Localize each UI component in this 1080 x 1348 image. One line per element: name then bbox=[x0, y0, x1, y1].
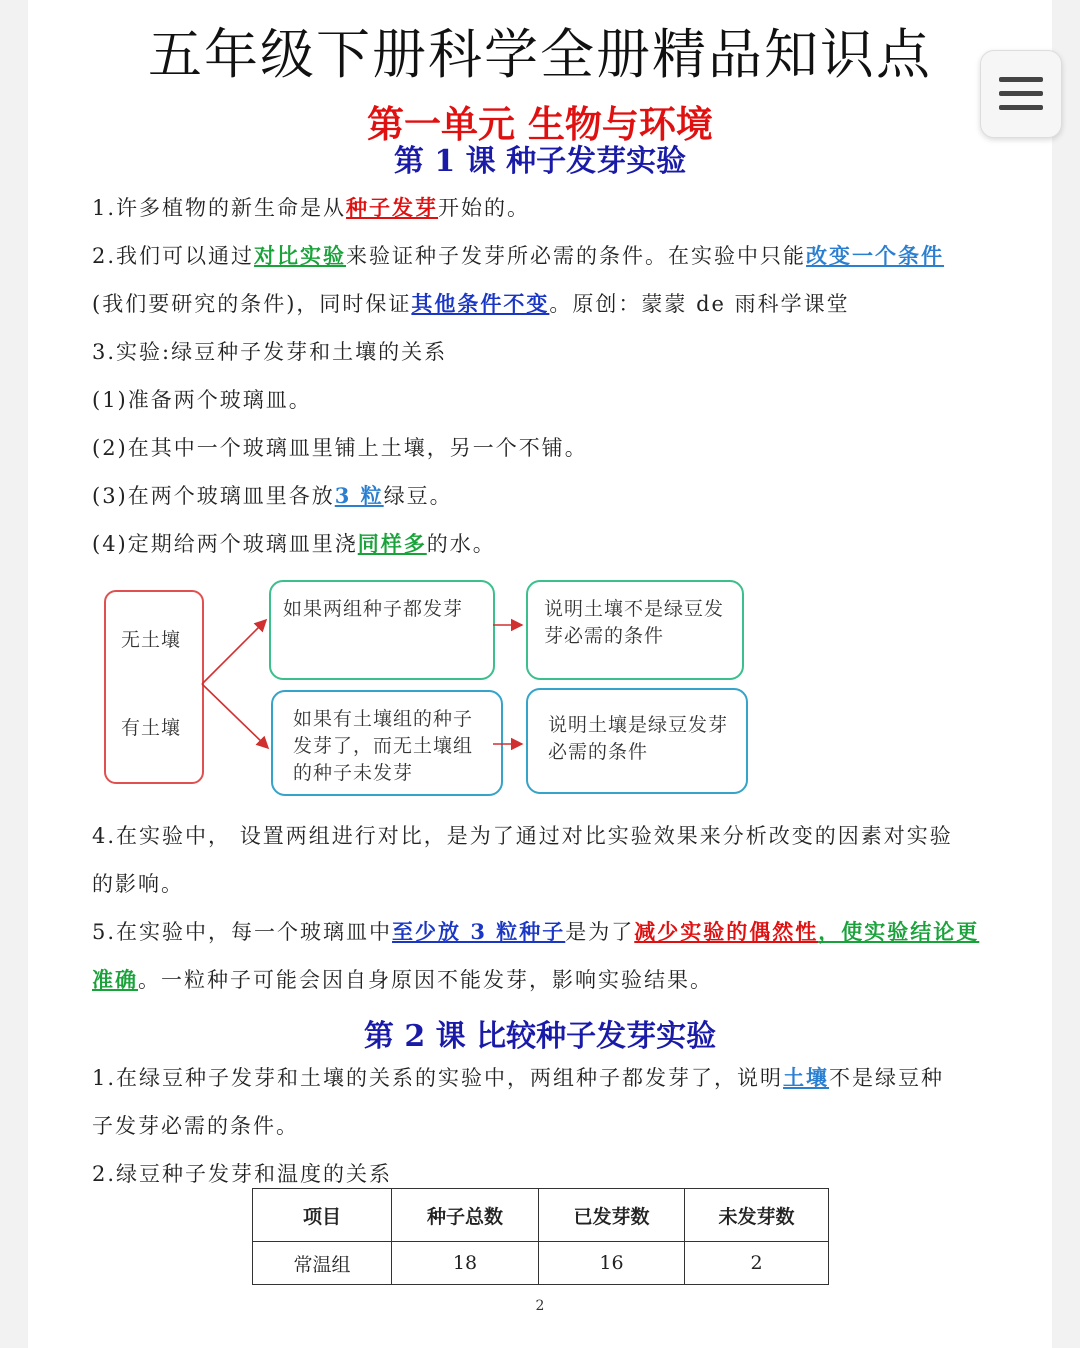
paragraph-2-cont: (我们要研究的条件)，同时保证其他条件不变。原创：蒙蒙 de 雨科学课堂 bbox=[92, 291, 850, 316]
result-box-2: 说明土壤是绿豆发芽必需的条件 bbox=[526, 688, 748, 794]
paragraph-5: 5.在实验中，每一个玻璃皿中至少放 3 粒种子是为了减少实验的偶然性，使实验结论更 bbox=[92, 919, 980, 944]
no-soil-label: 无土壤 bbox=[121, 629, 182, 651]
step-2: (2)在其中一个玻璃皿里铺上土壤，另一个不铺。 bbox=[92, 436, 588, 460]
step-4: (4)定期给两个玻璃皿里浇同样多的水。 bbox=[92, 531, 496, 556]
keyword: 3 粒 bbox=[334, 483, 384, 508]
arrow bbox=[202, 620, 266, 684]
result-box-1: 说明土壤不是绿豆发芽必需的条件 bbox=[526, 580, 744, 680]
table-cell: 18 bbox=[392, 1242, 539, 1285]
table-cell: 常温组 bbox=[253, 1242, 392, 1285]
paragraph-5-cont: 准确。一粒种子可能会因自身原因不能发芽，影响实验结果。 bbox=[92, 967, 713, 992]
lesson2-title: 第 2 课 比较种子发芽实验 bbox=[363, 1019, 717, 1054]
keyword: 对比实验 bbox=[254, 243, 347, 268]
step-3: (3)在两个玻璃皿里各放3 粒绿豆。 bbox=[92, 483, 453, 508]
paragraph-4: 4.在实验中， 设置两组进行对比，是为了通过对比实验效果来分析改变的因素对实验 bbox=[92, 824, 953, 848]
lesson2-paragraph-1-cont: 子发芽必需的条件。 bbox=[92, 1114, 299, 1138]
page-number: 2 bbox=[535, 1298, 545, 1314]
keyword: 减少实验的偶然性 bbox=[634, 919, 819, 944]
arrow bbox=[202, 684, 268, 748]
table-header: 已发芽数 bbox=[539, 1189, 685, 1242]
table-header: 项目 bbox=[253, 1189, 392, 1242]
lesson2-paragraph-2: 2.绿豆种子发芽和温度的关系 bbox=[92, 1162, 393, 1186]
keyword: 改变一个条件 bbox=[806, 243, 945, 268]
paragraph-4-cont: 的影响。 bbox=[92, 872, 184, 896]
keyword: ，使实验结论更 bbox=[818, 919, 980, 944]
keyword: 同样多 bbox=[357, 531, 427, 556]
table-cell: 16 bbox=[539, 1242, 685, 1285]
paragraph-1: 1.许多植物的新生命是从种子发芽开始的。 bbox=[92, 195, 531, 220]
table-header: 未发芽数 bbox=[685, 1189, 829, 1242]
keyword: 准确 bbox=[92, 967, 138, 992]
keyword: 种子发芽 bbox=[346, 195, 439, 220]
with-soil-label: 有土壤 bbox=[121, 717, 182, 739]
paragraph-3: 3.实验:绿豆种子发芽和土壤的关系 bbox=[92, 340, 448, 364]
data-table bbox=[252, 1188, 829, 1285]
page-title: 五年级下册科学全册精品知识点 bbox=[148, 23, 932, 86]
table-header: 种子总数 bbox=[392, 1189, 539, 1242]
condition-box-1: 如果两组种子都发芽 bbox=[269, 580, 495, 680]
table-header-row bbox=[253, 1189, 829, 1242]
lesson1-title: 第 1 课 种子发芽实验 bbox=[393, 144, 687, 179]
table-row bbox=[253, 1242, 829, 1285]
keyword: 至少放 3 粒种子 bbox=[392, 919, 566, 944]
condition-box-2: 如果有土壤组的种子发芽了，而无土壤组的种子未发芽 bbox=[271, 690, 503, 796]
keyword: 土壤 bbox=[783, 1065, 830, 1090]
table-cell: 2 bbox=[685, 1242, 829, 1285]
unit-title: 第一单元 生物与环境 bbox=[367, 102, 713, 146]
paragraph-2: 2.我们可以通过对比实验来验证种子发芽所必需的条件。在实验中只能改变一个条件 bbox=[92, 243, 945, 268]
step-1: (1)准备两个玻璃皿。 bbox=[92, 388, 312, 412]
lesson2-paragraph-1: 1.在绿豆种子发芽和土壤的关系的实验中，两组种子都发芽了，说明土壤不是绿豆种 bbox=[92, 1065, 945, 1090]
keyword: 其他条件不变 bbox=[411, 291, 550, 316]
